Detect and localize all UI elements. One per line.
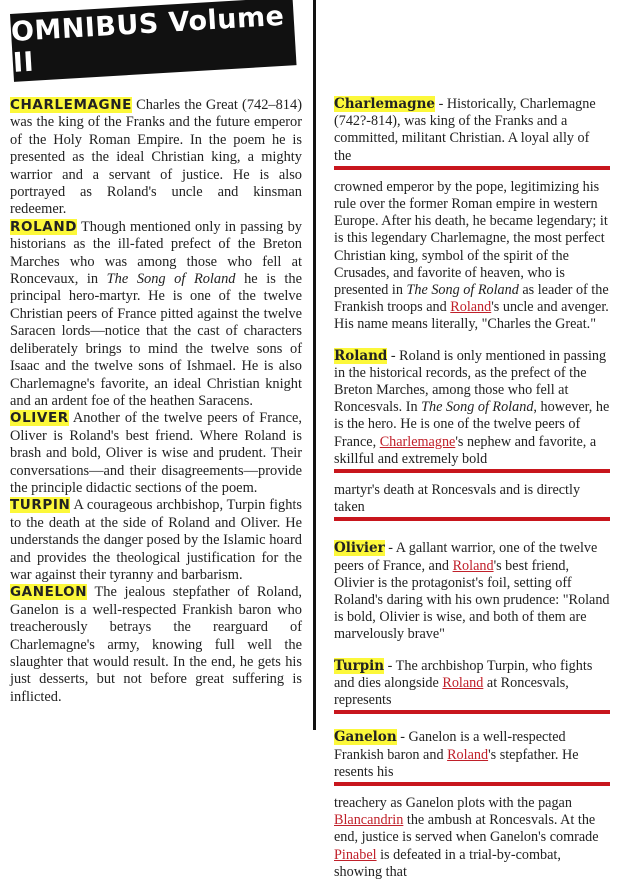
red-separator: [334, 469, 610, 473]
note-turpin: [334, 658, 610, 710]
note-text: as leader of the Frankish troops and: [334, 282, 609, 316]
right-column: [334, 96, 610, 881]
note-text: 's best friend, Olivier is the protagonist's foil, setting off Roland's daring with his own prudence: "Roland is bold, Olivier is wise, and both of them are marvelously brave": [334, 557, 610, 643]
note-text: 's uncle and avenger. His name means literally, "Charles the Great.": [334, 299, 609, 333]
note-text: is defeated in a trial-by-combat, showing that: [334, 846, 561, 880]
note-roland: [334, 348, 610, 468]
banner-title: OMNIBUS Volume II: [10, 0, 286, 79]
roland-link[interactable]: Roland: [450, 299, 492, 316]
note-text: - Roland is only mentioned in passing in the historical records, as the prefect of the Breton Marches, among those who fell at Roncesvals. In: [334, 347, 607, 416]
note-text: crowned emperor by the pope, legitimizing his rule over the former Roman empire in western Europe. After his death, he became legendary; it is this legendary Charlemagne, the most perfect Christian king, symbol of the spirit of the Crusades, and favorite of heaven, who is presented in: [334, 178, 608, 299]
red-separator: [334, 166, 610, 170]
note-term: Olivier: [334, 540, 385, 557]
note-text: - The archbishop Turpin, who fights and dies alongside: [334, 657, 593, 691]
entry-turpin: [10, 497, 302, 584]
entry-text: Charles the Great (742–814) was the king of the Franks and the future emperor of the Holy Roman Empire. In the poem he is presented as the ideal Christian king, a mighty warrior and a servant of justice. He is also portrayed as Roland's uncle and kinsman redeemer.: [10, 97, 302, 218]
work-title: The Song of Roland: [106, 271, 236, 288]
charlemagne-link[interactable]: Charlemagne: [379, 433, 456, 450]
note-roland-part2: [334, 482, 610, 516]
note-term: Ganelon: [334, 729, 397, 746]
note-text: - Historically, Charlemagne (742?-814), was king of the Franks and a committed, militant Christian. A loyal ally of the: [334, 96, 596, 164]
note-term: Turpin: [334, 657, 385, 674]
note-term: Charlemagne: [334, 96, 436, 112]
entry-term: TURPIN: [10, 497, 71, 514]
entry-term: CHARLEMAGNE: [10, 97, 132, 113]
note-text: at Roncesvals, represents: [334, 674, 569, 709]
note-ganelon-part2: [334, 795, 610, 881]
entry-text: Though mentioned only in passing by historians as the ill-fated prefect of the Breton Marches who was among those who fell at Roncevaux, in: [10, 218, 302, 288]
entry-ganelon: [10, 584, 302, 706]
note-ganelon: [334, 729, 610, 781]
roland-link[interactable]: Roland: [442, 674, 484, 691]
entry-text: The jealous stepfather of Roland, Ganelon is a well-respected Frankish baron who treacherously betrays the rearguard of Charlemagne's army, knowing full well the slaughter that would result. In the end, he gets his just desserts, but not before great suffering is inflicted.: [10, 584, 302, 705]
note-text: - A gallant warrior, one of the twelve peers of France, and: [334, 540, 598, 574]
blancandrin-link[interactable]: Blancandrin: [334, 812, 404, 829]
entry-text: Another of the twelve peers of France, Oliver is Roland's best friend. Where Roland is brash and bold, Oliver is wise and prudent. Their conversations—and their disagreements—provide the principle didactic sections of the poem.: [10, 410, 302, 496]
note-text: 's nephew and favorite, a skillful and extremely bold: [334, 433, 597, 467]
roland-link[interactable]: Roland: [452, 557, 494, 574]
note-text: , however, he is the hero. He is one of the twelve peers of France,: [334, 399, 610, 450]
entry-term: OLIVER: [10, 410, 69, 427]
note-text: - Ganelon is a well-respected Frankish baron and: [334, 729, 566, 763]
note-charlemagne-part1: [334, 96, 610, 165]
work-title: The Song of Roland: [421, 399, 534, 416]
roland-link[interactable]: Roland: [447, 746, 489, 763]
note-text: 's stepfather. He resents his: [334, 746, 579, 780]
entry-oliver: [10, 410, 302, 497]
column-divider: [313, 0, 316, 730]
note-charlemagne-part2: [334, 179, 610, 334]
note-text: martyr's death at Roncesvals and is directly taken: [334, 482, 581, 516]
note-olivier: [334, 540, 610, 643]
red-separator: [334, 517, 610, 521]
entry-term: ROLAND: [10, 218, 78, 235]
note-text: treachery as Ganelon plots with the pagan: [334, 794, 572, 811]
left-column: [10, 97, 302, 706]
red-separator: [334, 710, 610, 714]
entry-text: he is the principal hero-martyr. He is one of the twelve Christian peers of France pitted against the twelve Saracen lords—notice that the cast of characters deliberately brings to mind the twelve sons of Isaac and the twelve sons of Ishmael. He is also Charlemagne's favorite, an ideal Christian knight and an ardent foe of the heathen Saracens.: [10, 271, 302, 409]
work-title: The Song of Roland: [406, 282, 519, 299]
entry-roland: [10, 219, 302, 410]
entry-term: GANELON: [10, 584, 88, 601]
entry-charlemagne: [10, 97, 302, 219]
pinabel-link[interactable]: Pinabel: [334, 846, 377, 863]
note-term: Roland: [334, 347, 388, 364]
volume-banner: [10, 0, 297, 82]
red-separator: [334, 782, 610, 786]
note-text: the ambush at Roncesvals. At the end, justice is served when Ganelon's comrade: [334, 812, 599, 846]
entry-text: A courageous archbishop, Turpin fights to the death at the side of Roland and Oliver. He understands the danger posed by the Islamic hoard and provides the theological justification for the war against their tyranny and barbarism.: [10, 497, 302, 583]
